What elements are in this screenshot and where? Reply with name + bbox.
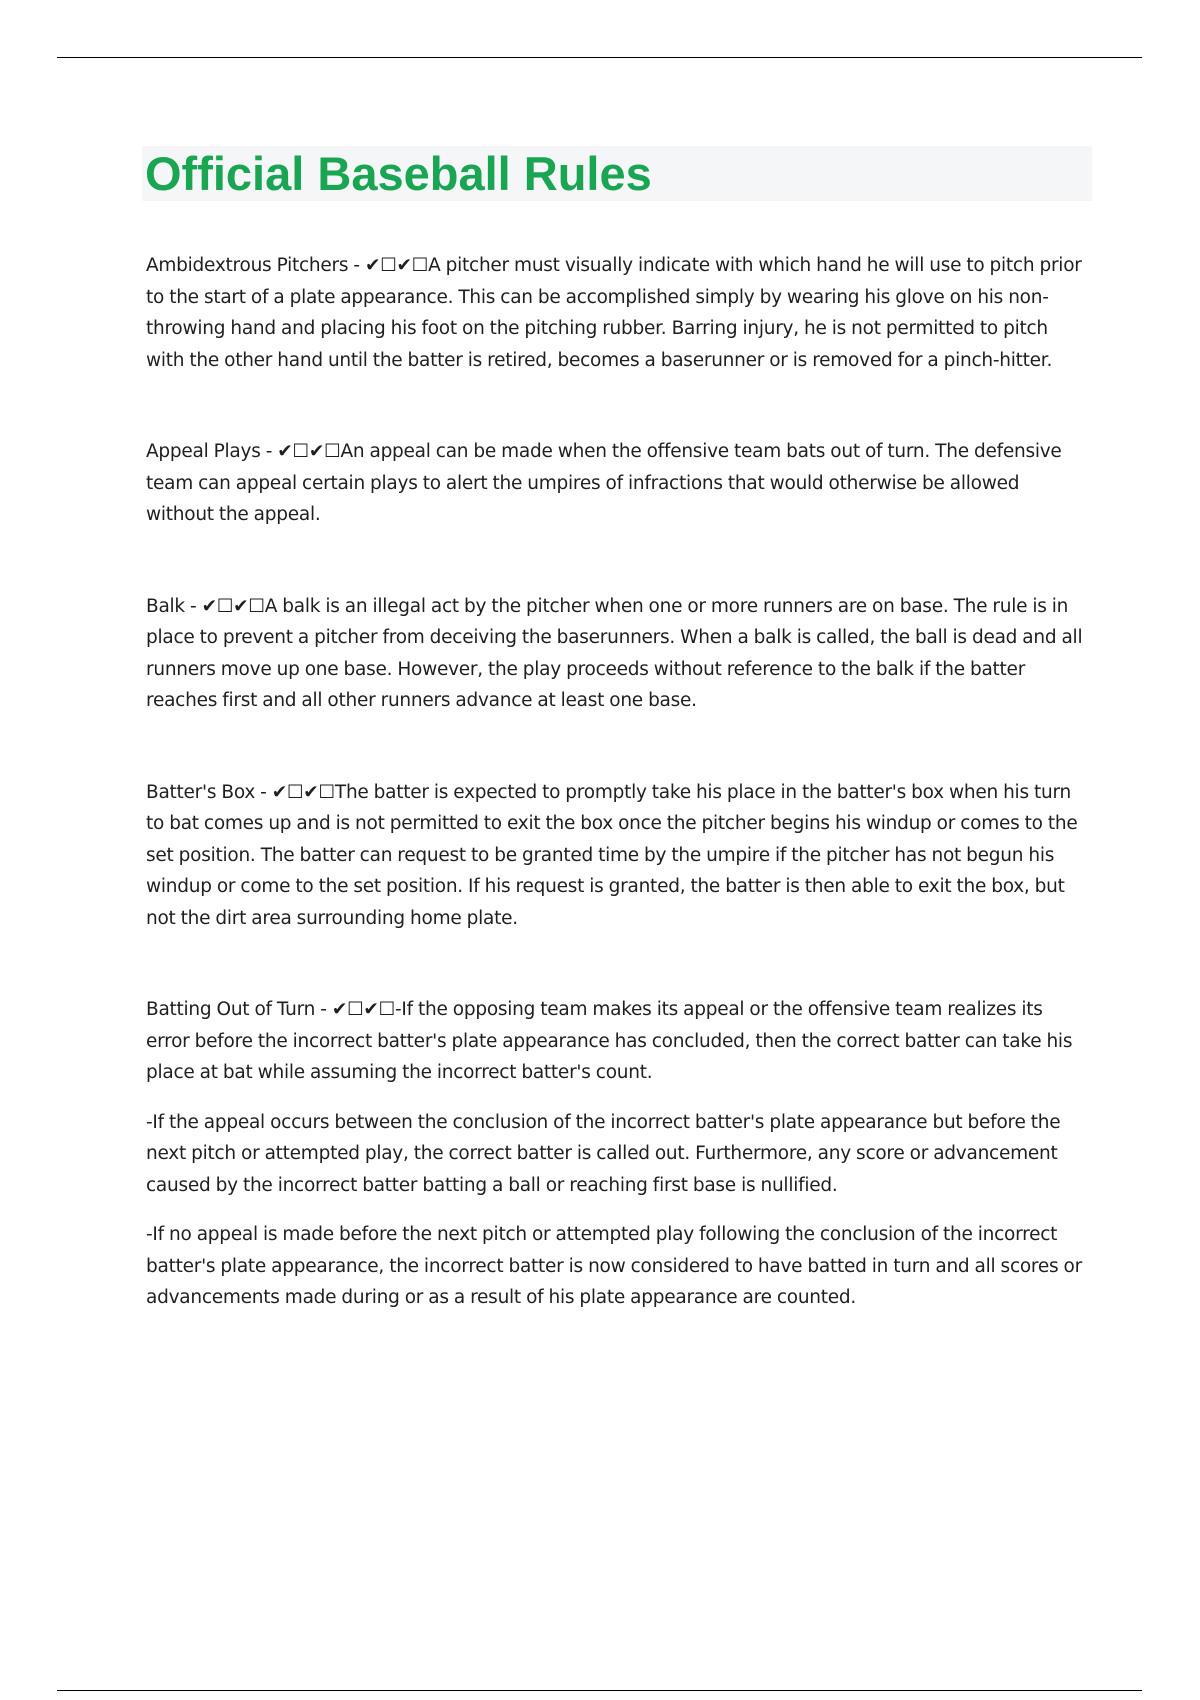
page-title: Official Baseball Rules (145, 147, 652, 200)
footer-rule (57, 1690, 1142, 1691)
rule-text: -If the opposing team makes its appeal or the offensive team realizes its error before the incorrect batter's plate appearance has concluded, then the correct batter can take his place at bat while assuming the incorrect batter's count. (146, 999, 1073, 1083)
rule-term: Batting Out of Turn (146, 999, 316, 1020)
rule-text: A balk is an illegal act by the pitcher when one or more runners are on base. The rule is in place to prevent a pitcher from deceiving the baserunners. When a balk is called, the ball is dead and all runners move up one base. However, the play proceeds without reference to the balk if the batter reaches first and all other runners advance at least one base. (146, 595, 1083, 711)
rule-text: An appeal can be made when the offensive team bats out of turn. The defensive team can appeal certain plays to alert the umpires of infractions that would otherwise be allowed without the appeal. (146, 441, 1062, 525)
rule-paragraph (146, 777, 1091, 935)
check-mark-icon: ✔☐✔☐ (331, 999, 395, 1020)
check-mark-icon: ✔☐✔☐ (277, 441, 341, 462)
rule-text: The batter is expected to promptly take his place in the batter's box when his turn to bat comes up and is not permitted to exit the box once the pitcher begins his windup or comes to the set position. The batter can request to be granted time by the umpire if the pitcher has not begun his windup or come to the set position. If his request is granted, the batter is then able to exit the box, but not the dirt area surrounding home plate. (146, 781, 1078, 929)
rule-entry (146, 250, 1091, 376)
rule-entry (146, 436, 1091, 531)
term-separator: - (184, 595, 202, 617)
term-separator: - (348, 255, 365, 276)
rules-content (146, 250, 1091, 1374)
rule-term: Balk (146, 595, 185, 617)
rule-term: Ambidextrous Pitchers (146, 255, 349, 276)
check-mark-icon: ✔☐✔☐ (201, 595, 265, 617)
rule-paragraph: -If no appeal is made before the next pitch or attempted play following the conclusion of the incorrect batter's plate appearance, the incorrect batter is now considered to have batted in turn and all scores or advancements made during or as a result of his plate appearance are counted. (146, 1224, 1082, 1308)
rule-term: Appeal Plays (146, 441, 261, 462)
rule-paragraph (146, 436, 1091, 531)
term-separator: - (260, 441, 278, 462)
check-mark-icon: ✔☐✔☐ (271, 781, 335, 803)
header-rule (57, 57, 1142, 58)
rule-entry (146, 994, 1091, 1314)
rule-entry (146, 591, 1091, 717)
rule-paragraph (146, 591, 1091, 717)
rule-term: Batter's Box (146, 781, 256, 803)
rule-entry (146, 777, 1091, 935)
check-mark-icon: ✔☐✔☐ (364, 255, 429, 276)
rule-paragraph: -If the appeal occurs between the conclusion of the incorrect batter's plate appearance but before the next pitch or attempted play, the correct batter is called out. Furthermore, any score or advancement caused by the incorrect batter batting a ball or reaching first base is nullified. (146, 1111, 1061, 1196)
rule-paragraph (146, 250, 1091, 376)
rule-text: A pitcher must visually indicate with which hand he will use to pitch prior to the start of a plate appearance. This can be accomplished simply by wearing his glove on his non-throwing hand and placing his foot on the pitching rubber. Barring injury, he is not permitted to pitch with the other hand until the batter is retired, becomes a baserunner or is removed for a pinch-hitter. (146, 255, 1082, 371)
term-separator: - (255, 781, 272, 803)
rule-paragraph (146, 994, 1091, 1089)
term-separator: - (315, 999, 332, 1020)
